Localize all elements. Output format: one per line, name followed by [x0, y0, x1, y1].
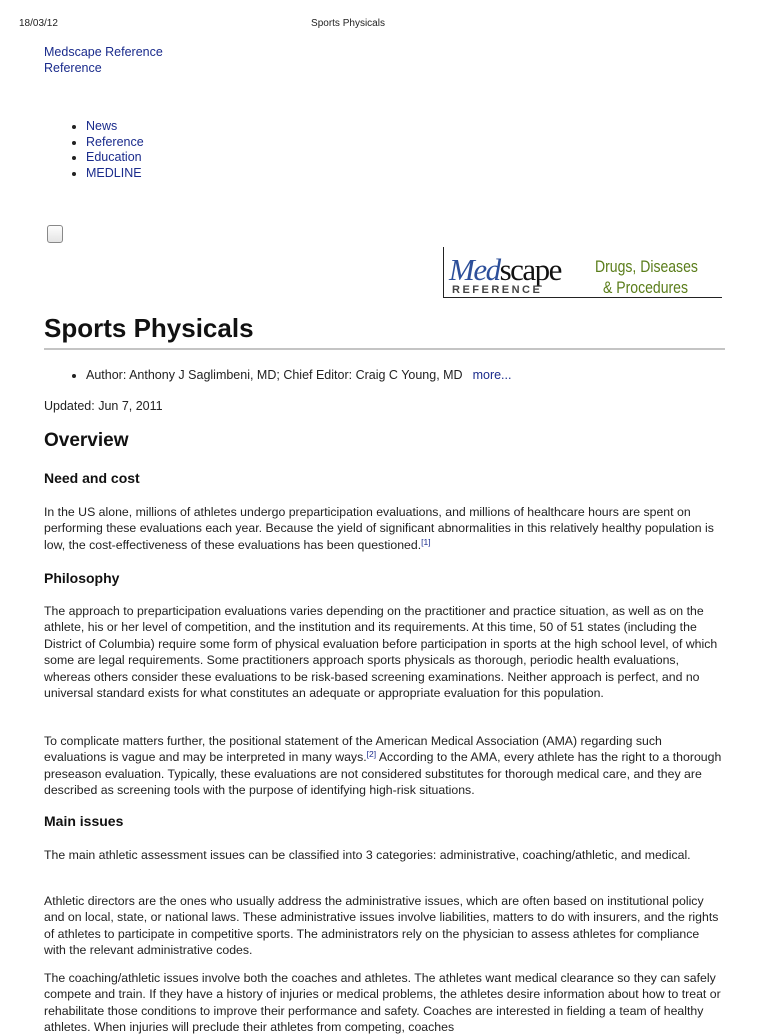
overview-heading: Overview	[44, 430, 129, 451]
nav-item-medline[interactable]	[86, 166, 144, 182]
issues-paragraph-1: The main athletic assessment issues can be classified into 3 categories: administrative, coaching/athletic, and medical.	[44, 848, 691, 862]
need-and-cost-heading: Need and cost	[44, 470, 140, 486]
more-authors-link[interactable]: more...	[472, 368, 512, 382]
logo-divider-vertical	[443, 247, 444, 298]
print-title: Sports Physicals	[311, 18, 385, 29]
philosophy-paragraph-2-text-a: To complicate matters further, the positional statement of the American Medical Association (AMA) regarding such evaluations is vague and may be interpreted in many ways.	[44, 734, 662, 765]
philosophy-heading: Philosophy	[44, 570, 120, 586]
nav-item-education[interactable]	[86, 150, 144, 166]
logo-med: Med	[449, 252, 500, 287]
nav-link-news[interactable]: News	[86, 119, 118, 133]
philosophy-paragraph-2-text-b: According to the AMA, every athlete has the right to a thorough preseason evaluation. Typically, these evaluations are not considered substitutes for thorough medical care, and they are described as screening tools with the purpose of identifying high-risk situations.	[44, 750, 722, 798]
nav-link-medline[interactable]: MEDLINE	[86, 166, 142, 181]
nav-link-reference[interactable]: Reference	[86, 134, 144, 149]
menu-toggle-checkbox[interactable]	[47, 225, 63, 243]
brand-links	[44, 45, 163, 76]
print-date: 18/03/12	[19, 18, 58, 29]
reference-1-link[interactable]: [1]	[421, 536, 431, 547]
issues-paragraph-3: The coaching/athletic issues involve both the coaches and athletes. The athletes want medical clearance so they can safely compete and train. If they have a history of injuries or medical problems, the athletes desire information about how to treat or rehabilitate those conditions to improve their performance and safety. Coaches are interested in fielding a team of healthy athletes. When injuries will preclude their athletes from competing, coaches	[44, 971, 721, 1035]
nav-item-reference[interactable]	[86, 135, 144, 151]
top-nav	[44, 119, 144, 182]
author-line: Author: Anthony J Saglimbeni, MD; Chief Editor: Craig C Young, MD	[86, 368, 463, 382]
author-list	[44, 368, 511, 382]
updated-date: Updated: Jun 7, 2011	[44, 399, 163, 413]
brand-link-medscape-reference[interactable]: Medscape Reference	[44, 45, 163, 59]
logo-tagline-1: Drugs, Diseases	[595, 258, 698, 276]
need-paragraph	[44, 504, 724, 553]
page-title: Sports Physicals	[44, 313, 254, 343]
logo-reference: REFERENCE	[452, 284, 543, 296]
title-divider	[44, 348, 725, 350]
main-issues-heading: Main issues	[44, 813, 124, 829]
logo-tagline-2: & Procedures	[603, 279, 688, 297]
logo-wordmark	[449, 254, 561, 285]
medscape-logo	[443, 247, 722, 299]
issues-paragraph-2: Athletic directors are the ones who usually address the administrative issues, which are often based on institutional policy and on local, state, or national laws. These administrative issues involve liabilities, matters to do with insurers, and the rights of athletes to participate in competitive sports. The administrators rely on the physician to assess athletes for compliance with the relevant administrative codes.	[44, 894, 719, 958]
need-paragraph-text: In the US alone, millions of athletes undergo preparticipation evaluations, and millions of healthcare hours are spent on performing these evaluations each year. Because the yield of significant abnormalities in this relatively healthy population is low, the cost-effectiveness of these evaluations has been questioned.	[44, 505, 714, 552]
philosophy-paragraph-2	[44, 733, 724, 799]
philosophy-paragraph-1: The approach to preparticipation evaluations varies depending on the practitioner and practice situation, as well as on the athlete, his or her level of competition, and the institution and its requirements. At this time, 50 of 51 states (including the District of Columbia) require some form of physical evaluation before participation in sports at the high school level, of which some are legal requirements. Some practitioners approach sports physicals as thorough, periodic health evaluations, whereas others consider these evaluations to be risk-based screening examinations. Neither approach is perfect, and no universal standard exists for what constitutes an adequate or appropriate evaluation for this population.	[44, 604, 718, 701]
logo-scape: scape	[499, 252, 561, 287]
print-header	[0, 18, 768, 34]
author-item	[86, 368, 511, 382]
nav-item-news[interactable]	[86, 119, 144, 135]
nav-link-education[interactable]: Education	[86, 150, 142, 165]
brand-link-reference[interactable]: Reference	[44, 60, 102, 75]
reference-2-link[interactable]: [2]	[366, 749, 377, 760]
